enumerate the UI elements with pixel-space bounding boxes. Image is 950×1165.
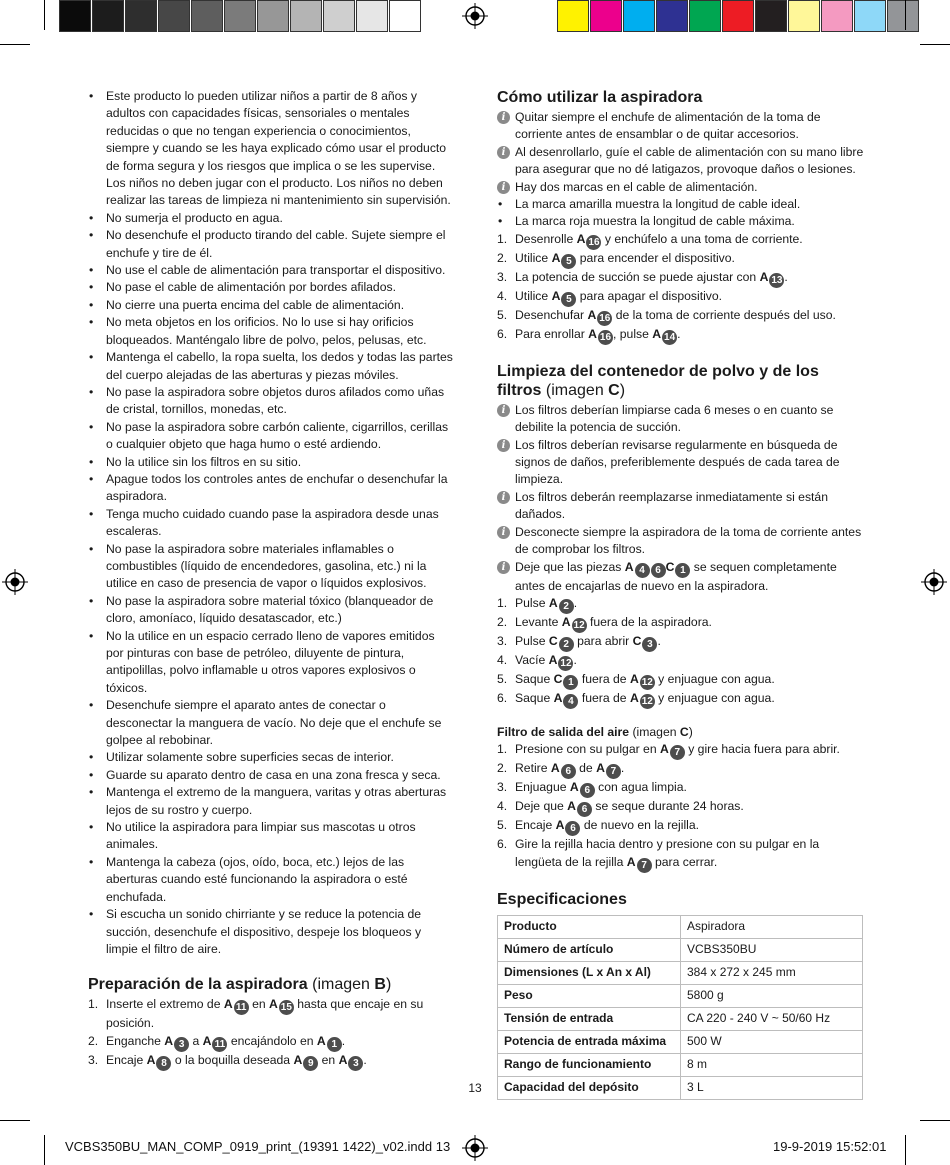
text-run: Encaje: [515, 818, 556, 833]
spec-value: Aspiradora: [681, 915, 863, 938]
step-item: [497, 269, 865, 288]
crop-mark: [44, 0, 45, 30]
spec-label: Tensión de entrada: [498, 1007, 681, 1030]
part-ref-letter: C: [553, 671, 563, 686]
bullet-item: • No meta objetos en los orificios. No lo use si hay orificios bloqueados. Manténgalo libre de polvo, pelos, pelusas, etc.: [88, 314, 454, 349]
part-ref-letter: A: [588, 326, 597, 341]
text-run: .: [573, 595, 578, 610]
part-ref-letter: A: [626, 854, 636, 869]
part-number-badge: 16: [599, 312, 611, 324]
part-number-badge: 1: [563, 675, 578, 690]
color-swatch: [755, 0, 787, 32]
info-item: [497, 179, 865, 196]
right-column: [497, 88, 865, 1100]
cleaning-heading: Limpieza del contenedor de polvo y de los filtros (imagen C): [497, 362, 819, 399]
text-run: Desenrolle: [515, 231, 577, 246]
text-run: de la toma de corriente después del uso.: [612, 307, 836, 322]
step-number: 5.: [497, 671, 508, 686]
text-run: hasta que encaje en su posición.: [106, 997, 424, 1031]
crop-mark: [920, 44, 950, 45]
prep-heading: Preparación de la aspiradora (imagen B): [88, 976, 392, 994]
safety-instructions-list: [88, 88, 454, 958]
info-icon: i: [497, 561, 510, 574]
text-run: La potencia de succión se puede ajustar con: [515, 269, 760, 284]
color-swatch: [290, 0, 322, 32]
part-ref-letter: A: [652, 326, 662, 341]
color-swatch: [323, 0, 355, 32]
step-number: 3.: [497, 269, 508, 284]
info-item: [497, 524, 865, 559]
step-item: [497, 307, 865, 326]
part-ref-letter: A: [548, 595, 558, 610]
spec-label: Producto: [498, 915, 681, 938]
text-run: .: [677, 326, 681, 341]
step-item: [497, 779, 865, 798]
spec-label: Dimensiones (L x An x Al): [498, 961, 681, 984]
text-run: Los filtros deberían revisarse regularmente en búsqueda de signos de daños, preferiblemente después de cada tarea de limpieza.: [515, 437, 840, 487]
bullet-item: • No cierre una puerta encima del cable de alimentación.: [88, 297, 454, 314]
part-number-badge: 2: [559, 599, 574, 614]
bullet-item: • No pase la aspiradora sobre objetos duros afilados como uñas de cristal, tornillos, monedas, etc.: [88, 384, 454, 419]
print-slug-filename: VCBS350BU_MAN_COMP_0919_print_(19391 1422)_v02.indd 13: [65, 1139, 451, 1154]
info-icon: i: [497, 111, 510, 124]
text-run: a: [189, 1033, 203, 1048]
specifications-table: [497, 915, 863, 1100]
text-run: Utilice: [515, 288, 552, 303]
part-ref-letter: A: [587, 307, 597, 322]
text-run: .: [620, 761, 625, 776]
bullet-item: • Desenchufe siempre el aparato antes de conectar o desconectar la manguera de vacío. No deje que el enchufe se golpee al rebobinar.: [88, 697, 454, 749]
text-run: se sequen completamente antes de encajarlas de nuevo en la aspiradora.: [515, 559, 837, 593]
text-run: o la boquilla deseada: [171, 1052, 294, 1067]
part-ref-letter: C: [548, 633, 558, 648]
part-ref-letter: A: [569, 780, 579, 795]
spec-label: Potencia de entrada máxima: [498, 1030, 681, 1053]
crop-mark: [905, 1135, 906, 1165]
info-icon: i: [497, 181, 510, 194]
text-run: Pulse: [515, 595, 549, 610]
step-item: [497, 250, 865, 269]
spec-value: 3 L: [681, 1076, 863, 1099]
part-ref-letter: A: [555, 818, 565, 833]
color-swatch: [788, 0, 820, 32]
bullet-item: • No la utilice en un espacio cerrado lleno de vapores emitidos por pinturas con base de petróleo, diluyente de pintura, antipolillas, polvo inflamable u otros vapores explosivos o tóxicos.: [88, 628, 454, 698]
info-item: [497, 402, 865, 437]
text-run: encajándolo en: [227, 1033, 317, 1048]
text-run: para encender el dispositivo.: [576, 250, 735, 265]
specs-heading: Especificaciones: [497, 890, 627, 908]
part-ref-letter: A: [561, 614, 571, 629]
part-ref-letter: A: [629, 690, 639, 705]
text-run: para abrir: [573, 633, 633, 648]
part-number-badge: 12: [641, 676, 653, 688]
text-run: Utilice: [515, 250, 552, 265]
text-run: Enganche: [106, 1033, 165, 1048]
part-ref-letter: A: [316, 1033, 326, 1048]
text-run: Vacíe: [515, 652, 549, 667]
spec-value: 384 x 272 x 245 mm: [681, 961, 863, 984]
color-swatch: [557, 0, 589, 32]
text-run: Gire la rejilla hacia dentro y presione con su pulgar en la lengüeta de la rejilla: [515, 837, 820, 869]
spec-value: VCBS350BU: [681, 938, 863, 961]
text-run: Deje que: [515, 799, 568, 814]
crop-mark: [0, 1120, 30, 1121]
color-swatch: [125, 0, 157, 32]
part-number-badge: 9: [303, 1056, 318, 1071]
text-run: Levante: [515, 614, 562, 629]
part-number-badge: 4: [563, 694, 578, 709]
step-item: [88, 1033, 454, 1052]
step-item: [497, 836, 865, 872]
bullet-item: • Si escucha un sonido chirriante y se reduce la potencia de succión, desenchufe el dispositivo, despeje los bloqueos y limpie el filtro de aire.: [88, 906, 454, 958]
color-swatch: [158, 0, 190, 32]
usage-bullet-list: [497, 196, 865, 231]
part-ref-letter: A: [551, 288, 561, 303]
text-run: y enjuague con agua.: [654, 671, 775, 686]
step-item: [88, 1052, 454, 1071]
bullet-item: • Utilizar solamente sobre superficies secas de interior.: [88, 749, 454, 766]
step-number: 5.: [497, 307, 508, 322]
info-item: [497, 144, 865, 179]
text-run: con agua limpia.: [594, 780, 687, 795]
part-ref-letter: A: [202, 1033, 212, 1048]
color-swatch: [623, 0, 655, 32]
text-run: en: [248, 997, 270, 1012]
part-number-badge: 6: [580, 783, 595, 798]
bullet-item: • La marca amarilla muestra la longitud de cable ideal.: [497, 196, 865, 213]
bullet-item: • Guarde su aparato dentro de casa en una zona fresca y seca.: [88, 767, 454, 784]
text-run: Los filtros deberían limpiarse cada 6 meses o en cuanto se debilite la potencia de succión.: [515, 402, 834, 435]
spec-value: 500 W: [681, 1030, 863, 1053]
text-run: Quitar siempre el enchufe de alimentación de la toma de corriente antes de ensamblar o de quitar accesorios.: [515, 110, 821, 142]
crop-mark: [0, 44, 30, 45]
registration-mark-icon: [921, 569, 947, 595]
part-number-badge: 6: [561, 764, 576, 779]
text-run: Para enrollar: [515, 326, 589, 341]
text-run: .: [657, 633, 661, 648]
part-number-badge: 2: [559, 637, 574, 652]
step-item: [497, 817, 865, 836]
step-number: 3.: [88, 1052, 99, 1067]
color-swatch: [854, 0, 886, 32]
bullet-item: • No pase la aspiradora sobre carbón caliente, cigarrillos, cerillas o cualquier objeto que haga humo o esté ardiendo.: [88, 419, 454, 454]
spec-row: [498, 961, 863, 984]
part-number-badge: 12: [573, 619, 585, 631]
bullet-item: • No desenchufe el producto tirando del cable. Sujete siempre el enchufe y tire de él.: [88, 227, 454, 262]
part-ref-letter: A: [338, 1052, 348, 1067]
step-item: [497, 633, 865, 652]
color-swatch: [722, 0, 754, 32]
part-ref-letter: A: [576, 231, 586, 246]
cleaning-steps-list: [497, 595, 865, 709]
text-run: fuera de: [578, 690, 630, 705]
part-ref-letter: A: [629, 671, 639, 686]
text-run: para cerrar.: [651, 854, 718, 869]
text-run: y gire hacia fuera para abrir.: [684, 742, 840, 757]
color-swatch: [656, 0, 688, 32]
info-item: [497, 109, 865, 144]
color-swatch: [224, 0, 256, 32]
bullet-item: • No pase el cable de alimentación por bordes afilados.: [88, 279, 454, 296]
step-number: 1.: [497, 742, 508, 757]
step-item: [497, 690, 865, 709]
part-ref-letter: A: [551, 250, 561, 265]
part-number-badge: 5: [561, 254, 576, 269]
part-number-badge: 7: [637, 858, 652, 873]
step-number: 4.: [497, 652, 508, 667]
usage-steps-list: [497, 231, 865, 345]
cmyk-color-bar: [557, 0, 920, 32]
bullet-item: • Mantenga la cabeza (ojos, oído, boca, etc.) lejos de las aberturas cuando esté funcionando la aspiradora o esté enchufada.: [88, 854, 454, 906]
step-item: [497, 652, 865, 671]
part-ref-letter: A: [146, 1052, 156, 1067]
part-number-badge: 16: [599, 331, 612, 343]
part-number-badge: 12: [560, 657, 572, 669]
spec-row: [498, 1030, 863, 1053]
part-number-badge: 15: [280, 1002, 292, 1014]
bullet-item: • Mantenga el cabello, la ropa suelta, los dedos y todas las partes del cuerpo alejadas de las aberturas y piezas móviles.: [88, 349, 454, 384]
color-swatch: [191, 0, 223, 32]
color-swatch: [821, 0, 853, 32]
color-swatch: [689, 0, 721, 32]
bullet-item: • Apague todos los controles antes de enchufar o desenchufar la aspiradora.: [88, 471, 454, 506]
text-run: en: [318, 1052, 339, 1067]
part-number-badge: 6: [577, 802, 592, 817]
text-run: .: [363, 1052, 367, 1067]
spec-row: [498, 1053, 863, 1076]
bullet-item: • No utilice la aspiradora para limpiar sus mascotas u otros animales.: [88, 819, 454, 854]
text-run: fuera de: [578, 671, 630, 686]
crop-mark: [44, 1135, 45, 1165]
text-run: para apagar el dispositivo.: [576, 288, 723, 303]
part-number-badge: 12: [641, 695, 653, 707]
spec-row: [498, 984, 863, 1007]
spec-row: [498, 1007, 863, 1030]
text-run: Enjuague: [515, 780, 570, 795]
part-number-badge: 7: [606, 764, 621, 779]
text-run: .: [784, 269, 788, 284]
text-run: Pulse: [515, 633, 549, 648]
color-swatch: [59, 0, 91, 32]
spec-label: Número de artículo: [498, 938, 681, 961]
step-number: 1.: [497, 231, 508, 246]
color-swatch: [92, 0, 124, 32]
spec-value: CA 220 - 240 V ~ 50/60 Hz: [681, 1007, 863, 1030]
info-icon: i: [497, 146, 510, 159]
bullet-item: • No sumerja el producto en agua.: [88, 210, 454, 227]
cleaning-info-list: [497, 402, 865, 595]
step-number: 1.: [88, 997, 99, 1012]
spec-row: [498, 938, 863, 961]
bullet-item: • La marca roja muestra la longitud de cable máxima.: [497, 213, 865, 230]
part-number-badge: 3: [348, 1056, 363, 1071]
outlet-filter-heading: Filtro de salida del aire (imagen C): [497, 724, 693, 739]
text-run: se seque durante 24 horas.: [591, 799, 744, 814]
spec-label: Peso: [498, 984, 681, 1007]
info-item: [497, 559, 865, 595]
text-run: Desenchufar: [515, 307, 588, 322]
part-ref-letter: C: [665, 559, 675, 574]
step-item: [497, 595, 865, 614]
part-number-badge: 1: [327, 1037, 342, 1052]
text-run: Saque: [515, 690, 554, 705]
print-slug-datetime: 19-9-2019 15:52:01: [773, 1139, 887, 1154]
text-run: Desconecte siempre la aspiradora de la toma de corriente antes de comprobar los filtros.: [515, 524, 862, 557]
part-ref-letter: A: [553, 690, 563, 705]
step-item: [497, 326, 865, 345]
step-number: 5.: [497, 818, 508, 833]
info-item: [497, 489, 865, 524]
part-number-badge: 14: [664, 331, 676, 343]
step-number: 4.: [497, 288, 508, 303]
part-number-badge: 13: [771, 274, 783, 286]
text-run: Los filtros deberán reemplazarse inmediatamente si están dañados.: [515, 489, 828, 522]
step-number: 6.: [497, 837, 508, 852]
text-run: fuera de la aspiradora.: [586, 614, 712, 629]
step-number: 6.: [497, 326, 508, 341]
part-ref-letter: A: [567, 799, 576, 814]
step-number: 2.: [497, 761, 508, 776]
step-number: 2.: [497, 614, 508, 629]
step-item: [497, 614, 865, 633]
part-number-badge: 1: [675, 563, 690, 578]
step-item: [88, 996, 454, 1032]
step-number: 6.: [497, 690, 508, 705]
part-number-badge: 16: [588, 236, 600, 248]
spec-row: [498, 915, 863, 938]
step-number: 1.: [497, 595, 508, 610]
text-run: y enchúfelo a una toma de corriente.: [601, 231, 803, 246]
color-swatch: [887, 0, 919, 32]
part-ref-letter: A: [624, 559, 634, 574]
text-run: Hay dos marcas en el cable de alimentación.: [515, 179, 758, 194]
part-number-badge: 4: [635, 563, 650, 578]
part-number-badge: 6: [565, 821, 580, 836]
part-ref-letter: A: [548, 652, 558, 667]
text-run: y enjuague con agua.: [654, 690, 775, 705]
info-icon: i: [497, 439, 510, 452]
info-icon: i: [497, 491, 510, 504]
info-item: [497, 437, 865, 489]
text-run: de: [575, 761, 597, 776]
text-run: Saque: [515, 671, 554, 686]
outlet-filter-steps-list: [497, 741, 865, 872]
part-number-badge: 3: [642, 637, 657, 652]
part-number-badge: 11: [234, 1000, 249, 1015]
bullet-item: • No la utilice sin los filtros en su sitio.: [88, 454, 454, 471]
text-run: , pulse: [612, 326, 653, 341]
text-run: Inserte el extremo de: [106, 997, 224, 1012]
registration-mark-icon: [462, 1135, 488, 1161]
spec-value: 5800 g: [681, 984, 863, 1007]
part-ref-letter: A: [164, 1033, 174, 1048]
part-ref-letter: A: [550, 761, 560, 776]
part-ref-letter: A: [293, 1052, 303, 1067]
text-run: .: [341, 1033, 346, 1048]
crop-mark: [905, 0, 906, 30]
usage-info-list: [497, 109, 865, 196]
part-number-badge: 7: [670, 745, 685, 760]
color-swatch: [590, 0, 622, 32]
info-icon: i: [497, 404, 510, 417]
step-item: [497, 231, 865, 250]
step-item: [497, 741, 865, 760]
text-run: .: [573, 652, 577, 667]
bullet-item: • Tenga mucho cuidado cuando pase la aspiradora desde unas escaleras.: [88, 506, 454, 541]
bullet-item: • Este producto lo pueden utilizar niños a partir de 8 años y adultos con capacidades físicas, sensoriales o mentales reducidas o que no tengan experiencia o conocimientos, siempre y cuando se les haya explicado cómo usar el producto de forma segura y los riesgos que implica o se les supervise. Los niños no deben jugar con el producto. Los niños no deben realizar las tareas de limpieza ni mantenimiento sin supervisión.: [88, 88, 454, 210]
step-item: [497, 288, 865, 307]
part-ref-letter: C: [632, 633, 642, 648]
text-run: Encaje: [106, 1052, 147, 1067]
text-run: Retire: [515, 761, 551, 776]
step-item: [497, 671, 865, 690]
registration-mark-icon: [2, 569, 28, 595]
bullet-item: • No pase la aspiradora sobre material tóxico (blanqueador de cloro, amoníaco, líquido desatascador, etc.): [88, 593, 454, 628]
bullet-item: • Mantenga el extremo de la manguera, varitas y otras aberturas lejos de su rostro y cuerpo.: [88, 784, 454, 819]
info-icon: i: [497, 526, 510, 539]
color-swatch: [257, 0, 289, 32]
step-number: 4.: [497, 799, 508, 814]
spec-value: 8 m: [681, 1053, 863, 1076]
color-swatch: [356, 0, 388, 32]
part-ref-letter: A: [596, 761, 605, 776]
part-number-badge: 5: [561, 292, 576, 307]
step-number: 2.: [497, 250, 508, 265]
step-number: 3.: [497, 780, 508, 795]
part-ref-letter: A: [660, 742, 669, 757]
grayscale-color-bar: [59, 0, 422, 32]
page-number: 13: [468, 1081, 482, 1095]
part-ref-letter: A: [759, 269, 769, 284]
part-ref-letter: A: [269, 997, 278, 1012]
registration-mark-icon: [462, 3, 488, 29]
bullet-item: • No pase la aspiradora sobre materiales inflamables o combustibles (líquido de encendedores, gasolina, etc.) ni la utilice en caso de presencia de vapor o líquidos explosivos.: [88, 541, 454, 593]
spec-label: Rango de funcionamiento: [498, 1053, 681, 1076]
usage-heading: Cómo utilizar la aspiradora: [497, 89, 703, 106]
left-column: [88, 88, 454, 1071]
part-number-badge: 6: [651, 563, 666, 578]
part-number-badge: 3: [174, 1037, 189, 1052]
text-run: Presione con su pulgar en: [515, 742, 660, 757]
prep-steps-list: [88, 996, 454, 1070]
step-number: 3.: [497, 633, 508, 648]
part-number-badge: 8: [156, 1056, 171, 1071]
part-ref-letter: A: [223, 997, 233, 1012]
color-swatch: [389, 0, 421, 32]
bullet-item: • No use el cable de alimentación para transportar el dispositivo.: [88, 262, 454, 279]
text-run: Deje que las piezas: [515, 559, 625, 574]
crop-mark: [920, 1120, 950, 1121]
step-item: [497, 760, 865, 779]
spec-label: Capacidad del depósito: [498, 1076, 681, 1099]
step-item: [497, 798, 865, 817]
part-number-badge: 11: [212, 1037, 227, 1052]
step-number: 2.: [88, 1033, 99, 1048]
text-run: Al desenrollarlo, guíe el cable de alimentación con su mano libre para asegurar que no dé latigazos, provoque daños o lesiones.: [515, 144, 864, 177]
text-run: de nuevo en la rejilla.: [580, 818, 700, 833]
